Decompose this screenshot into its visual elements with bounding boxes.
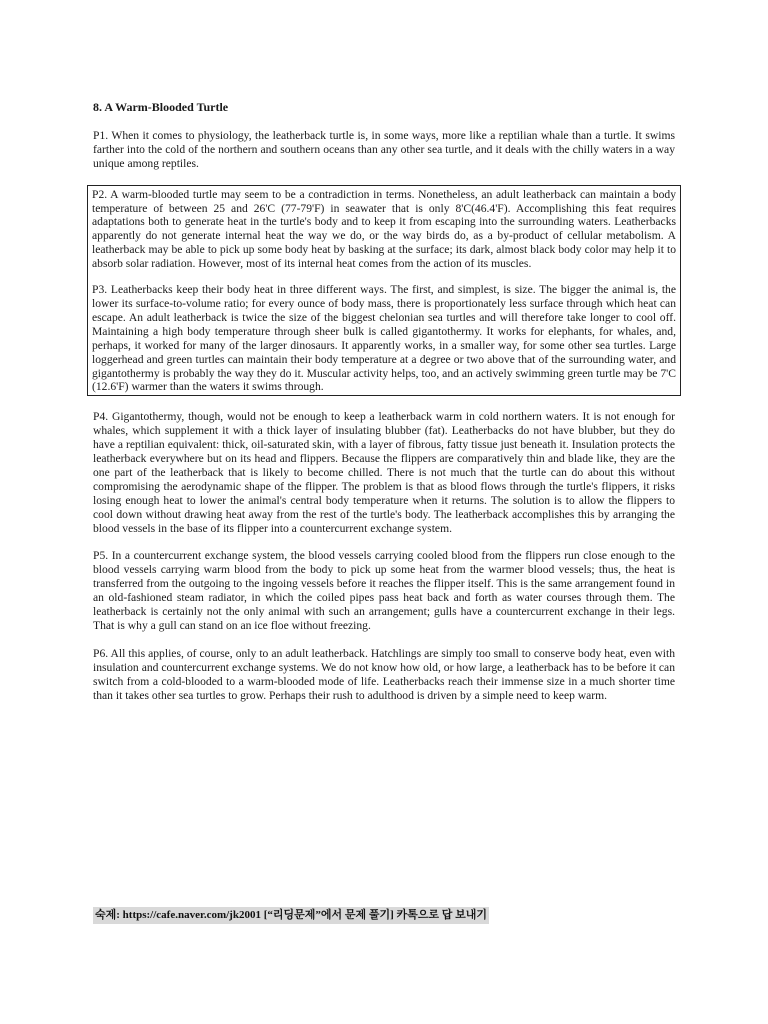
paragraph-p4: P4. Gigantothermy, though, would not be enough to keep a leatherback warm in cold northern waters. It is not enough for whales, which supplement it with a thick layer of insulating blubber (fat). Leatherbacks do not have blubber, but they do have a reptilian equivalent: thick, oil-saturated skin, with a layer of fibrous, fatty tissue just beneath it. Insulation protects the leatherback everywhere but on its head and flippers. Because the flippers are comparatively thin and blade like, they are the one part of the leatherback that is likely to become chilled. There is not much that the turtle can do about this without compromising the aerodynamic shape of the flipper. The problem is that as blood flows through the turtle's flippers, it risks losing enough heat to lower the animal's central body temperature when it returns. The solution is to allow the flippers to cool down without drawing heat away from the rest of the turtle's body. The leatherback accomplishes this by arranging the blood vessels in the base of its flipper into a countercurrent exchange system. [93, 410, 675, 535]
paragraph-p2: P2. A warm-blooded turtle may seem to be a contradiction in terms. Nonetheless, an adult leatherback can maintain a body temperature of between 25 and 26'C (77-79'F) in seawater that is only 8'C(46.4'F). Accomplishing this feat requires adaptations both to generate heat in the turtle's body and to keep it from escaping into the surrounding waters. Leatherbacks apparently do not generate internal heat the way we do, or the way birds do, as a by-product of cellular metabolism. A leatherback may be able to pick up some body heat by basking at the surface; its dark, almost black body color may help it to absorb solar radiation. However, most of its internal heat comes from the action of its muscles. [92, 187, 676, 271]
homework-footer: 숙제: https://cafe.naver.com/jk2001 [“리딩문제”에서 문제 풀기] 카톡으로 답 보내기 [93, 907, 489, 924]
document-title: 8. A Warm-Blooded Turtle [93, 100, 229, 114]
paragraph-p6: P6. All this applies, of course, only to an adult leatherback. Hatchlings are simply too small to conserve body heat, even with insulation and countercurrent exchange systems. We do not know how old, or how large, a leatherback has to be before it can switch from a cold-blooded to a warm-blooded mode of life. Leatherbacks reach their immense size in a much shorter time than it takes other sea turtles to grow. Perhaps their rush to adulthood is driven by a simple need to keep warm. [93, 646, 675, 702]
highlighted-box [87, 185, 681, 397]
paragraph-p5: P5. In a countercurrent exchange system, the blood vessels carrying cooled blood from the flippers run close enough to the blood vessels carrying warm blood from the body to pick up some heat from the warmer blood vessels; thus, the heat is transferred from the outgoing to the ingoing vessels before it reaches the flipper itself. This is the same arrangement found in an old-fashioned steam radiator, in which the coiled pipes pass heat back and forth as water courses through them. The leatherback is certainly not the only animal with such an arrangement; gulls have a countercurrent exchange in their legs. That is why a gull can stand on an ice floe without freezing. [93, 549, 675, 632]
paragraph-p3: P3. Leatherbacks keep their body heat in three different ways. The first, and simplest, is size. The bigger the animal is, the lower its surface-to-volume ratio; for every ounce of body mass, there is proportionately less surface through which heat can escape. An adult leatherback is twice the size of the biggest chelonian sea turtles and will therefore take longer to cool off. Maintaining a high body temperature through sheer bulk is called gigantothermy. It works for elephants, for whales, and, perhaps, it worked for many of the larger dinosaurs. It apparently works, in a smaller way, for some other sea turtles. Large loggerhead and green turtles can maintain their body temperature at a degree or two above that of the surrounding water, and gigantothermy is probably the way they do it. Muscular activity helps, too, and an actively swimming green turtle may be 7'C (12.6'F) warmer than the waters it swims through. [92, 283, 676, 394]
document-body [93, 101, 675, 717]
paragraph-p1: P1. When it comes to physiology, the leatherback turtle is, in some ways, more like a reptilian whale than a turtle. It swims farther into the cold of the northern and southern oceans than any other sea turtle, and it deals with the chilly waters in a way unique among reptiles. [93, 128, 675, 170]
